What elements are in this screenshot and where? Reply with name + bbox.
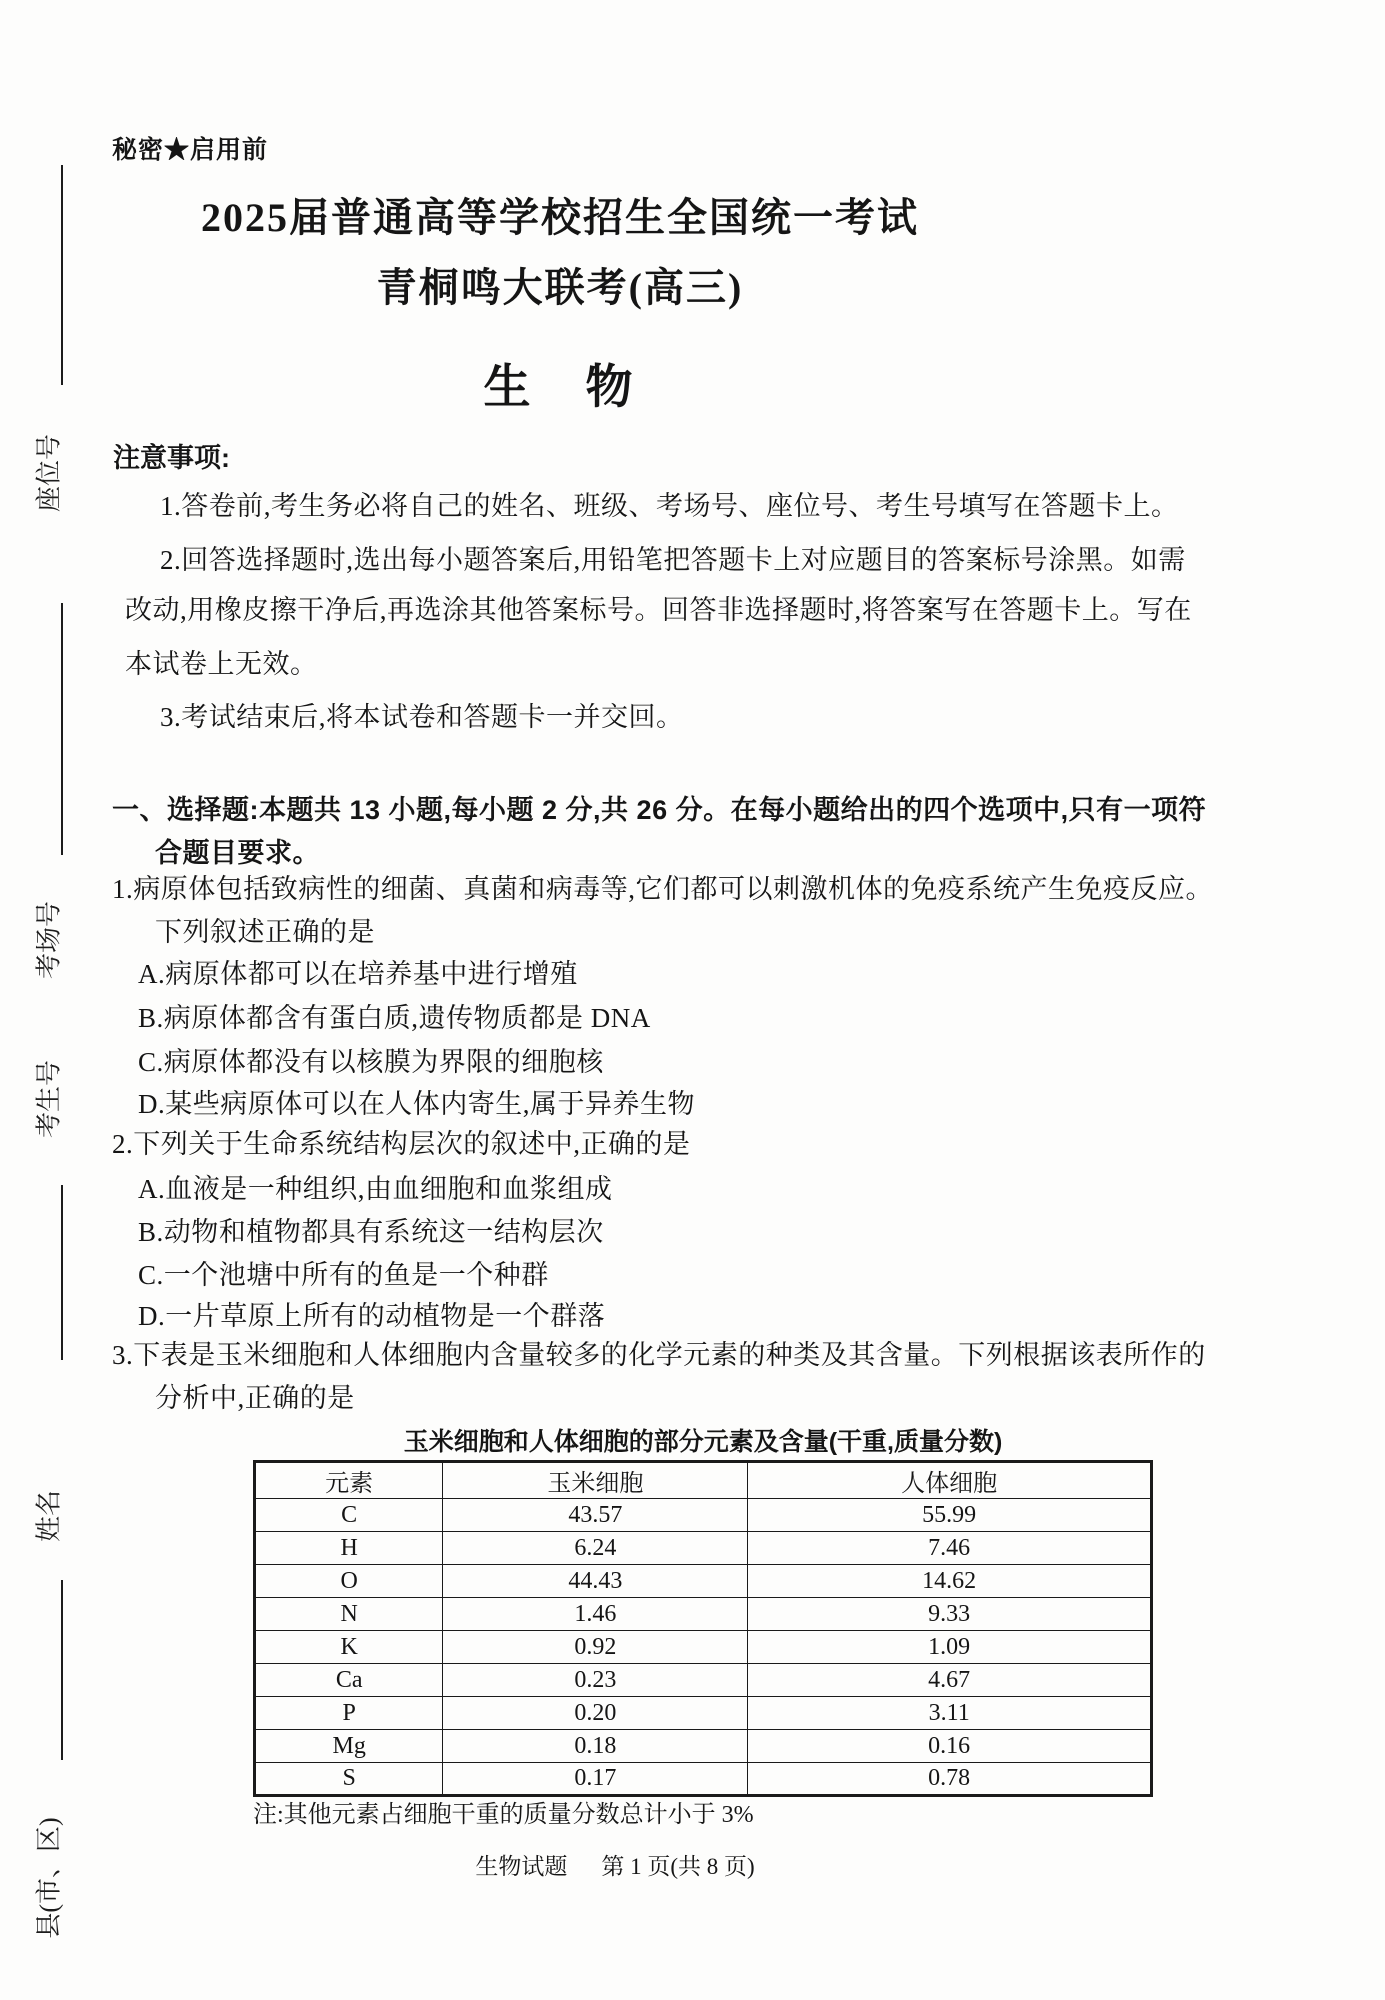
question-1-option-c: C.病原体都没有以核膜为界限的细胞核	[138, 1047, 604, 1077]
element-symbol: S	[255, 1763, 443, 1796]
table-header-human-cell: 人体细胞	[748, 1462, 1152, 1499]
table-header-row	[255, 1462, 1152, 1499]
corn-value: 0.23	[443, 1664, 748, 1697]
question-2-option-a: A.血液是一种组织,由血细胞和血浆组成	[138, 1174, 613, 1204]
question-1-option-a: A.病原体都可以在培养基中进行增殖	[138, 959, 578, 989]
corn-value: 44.43	[443, 1565, 748, 1598]
table-note: 注:其他元素占细胞干重的质量分数总计小于 3%	[253, 1802, 754, 1828]
corn-value: 43.57	[443, 1499, 748, 1532]
table-header-element: 元素	[255, 1462, 443, 1499]
human-value: 9.33	[748, 1598, 1152, 1631]
notice-heading: 注意事项:	[113, 443, 230, 473]
question-3-line1: 3.下表是玉米细胞和人体细胞内含量较多的化学元素的种类及其含量。下列根据该表所作的	[112, 1340, 1206, 1370]
corn-value: 0.20	[443, 1697, 748, 1730]
section-heading-line2: 合题目要求。	[155, 838, 320, 868]
element-symbol: O	[255, 1565, 443, 1598]
table-row	[255, 1664, 1152, 1697]
margin-blank-line-room	[61, 603, 63, 855]
table-row	[255, 1532, 1152, 1565]
margin-label-exam-room-number: 考场号	[34, 900, 64, 980]
corn-value: 1.46	[443, 1598, 748, 1631]
question-1-line1: 1.病原体包括致病性的细菌、真菌和病毒等,它们都可以刺激机体的免疫系统产生免疫反应。	[112, 874, 1213, 904]
corn-value: 6.24	[443, 1532, 748, 1565]
notice-line-4: 本试卷上无效。	[125, 649, 318, 679]
human-value: 1.09	[748, 1631, 1152, 1664]
margin-blank-line-candidate	[61, 1185, 63, 1360]
table-header-corn-cell: 玉米细胞	[443, 1462, 748, 1499]
question-2-line1: 2.下列关于生命系统结构层次的叙述中,正确的是	[112, 1129, 691, 1159]
margin-label-name: 姓名	[34, 1489, 64, 1543]
question-2-option-b: B.动物和植物都具有系统这一结构层次	[138, 1217, 604, 1247]
table-title: 玉米细胞和人体细胞的部分元素及含量(干重,质量分数)	[403, 1428, 1003, 1456]
question-3-line2: 分析中,正确的是	[155, 1383, 355, 1413]
notice-line-1: 1.答卷前,考生务必将自己的姓名、班级、考场号、座位号、考生号填写在答题卡上。	[160, 491, 1179, 521]
corn-value: 0.92	[443, 1631, 748, 1664]
element-symbol: Ca	[255, 1664, 443, 1697]
exam-title-line1: 2025届普通高等学校招生全国统一考试	[201, 195, 919, 240]
table-row	[255, 1730, 1152, 1763]
human-value: 3.11	[748, 1697, 1152, 1730]
table-row	[255, 1763, 1152, 1796]
margin-blank-line-name	[61, 1580, 63, 1760]
question-2-option-c: C.一个池塘中所有的鱼是一个种群	[138, 1260, 549, 1290]
corn-value: 0.18	[443, 1730, 748, 1763]
margin-blank-line-seat	[61, 165, 63, 385]
table-row	[255, 1598, 1152, 1631]
table-row	[255, 1499, 1152, 1532]
element-symbol: K	[255, 1631, 443, 1664]
element-symbol: P	[255, 1697, 443, 1730]
footer-page-number: 第 1 页(共 8 页)	[601, 1854, 755, 1879]
margin-label-county: 县(市、区)	[34, 1817, 64, 1939]
human-value: 14.62	[748, 1565, 1152, 1598]
element-content-table	[253, 1460, 1153, 1797]
exam-title-line2: 青桐鸣大联考(高三)	[376, 265, 744, 310]
element-symbol: Mg	[255, 1730, 443, 1763]
section-heading-line1: 一、选择题:本题共 13 小题,每小题 2 分,共 26 分。在每小题给出的四个选项中,只有一项符	[112, 795, 1207, 825]
question-1-option-b: B.病原体都含有蛋白质,遗传物质都是 DNA	[138, 1003, 651, 1033]
subject-title: 生 物	[483, 360, 637, 413]
table-row	[255, 1565, 1152, 1598]
question-1-option-d: D.某些病原体可以在人体内寄生,属于异养生物	[138, 1089, 695, 1119]
element-symbol: C	[255, 1499, 443, 1532]
question-2-option-d: D.一片草原上所有的动植物是一个群落	[138, 1301, 606, 1331]
element-symbol: N	[255, 1598, 443, 1631]
footer-doc-label: 生物试题	[475, 1854, 568, 1879]
security-notice: 秘密★启用前	[112, 136, 269, 164]
notice-line-2: 2.回答选择题时,选出每小题答案后,用铅笔把答题卡上对应题目的答案标号涂黑。如需	[160, 545, 1186, 575]
human-value: 4.67	[748, 1664, 1152, 1697]
human-value: 0.16	[748, 1730, 1152, 1763]
margin-label-seat-number: 座位号	[34, 433, 64, 513]
human-value: 0.78	[748, 1763, 1152, 1796]
question-1-line2: 下列叙述正确的是	[155, 917, 375, 947]
element-symbol: H	[255, 1532, 443, 1565]
table-row	[255, 1697, 1152, 1730]
table-row	[255, 1631, 1152, 1664]
human-value: 55.99	[748, 1499, 1152, 1532]
notice-line-3: 改动,用橡皮擦干净后,再选涂其他答案标号。回答非选择题时,将答案写在答题卡上。写在	[125, 595, 1192, 625]
page-footer	[110, 1848, 1120, 1881]
margin-label-candidate-number: 考生号	[34, 1059, 64, 1139]
notice-line-5: 3.考试结束后,将本试卷和答题卡一并交回。	[160, 702, 684, 732]
corn-value: 0.17	[443, 1763, 748, 1796]
human-value: 7.46	[748, 1532, 1152, 1565]
